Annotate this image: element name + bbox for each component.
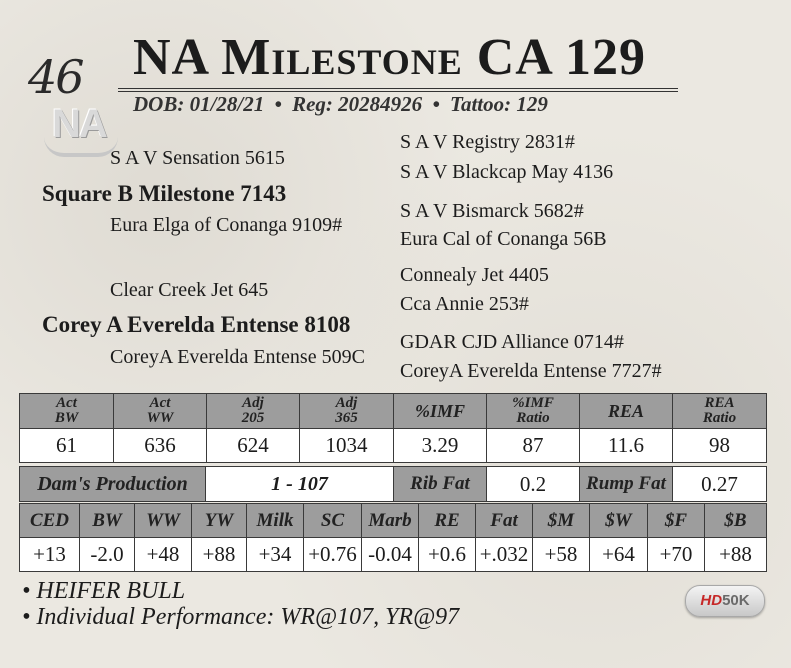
title-rule-top bbox=[118, 88, 678, 89]
epd-value-milk: +34 bbox=[247, 538, 304, 572]
epd-value-f: +70 bbox=[648, 538, 705, 572]
sire-dam: Eura Elga of Conanga 9109# bbox=[110, 214, 343, 236]
registration-details bbox=[133, 92, 548, 117]
tattoo: Tattoo: 129 bbox=[450, 92, 548, 116]
performance-table bbox=[19, 393, 767, 463]
registration-number: Reg: 20284926 bbox=[292, 92, 423, 116]
dam-dam-dam: CoreyA Everelda Entense 7727# bbox=[400, 360, 662, 382]
value-adj-365: 1034 bbox=[300, 429, 394, 463]
separator: • bbox=[432, 92, 440, 116]
header-rea: REA bbox=[580, 394, 673, 429]
note-heifer-bull: • HEIFER BULL bbox=[22, 578, 186, 604]
epd-value-ww: +48 bbox=[135, 538, 192, 572]
rump-fat-label: Rump Fat bbox=[580, 467, 673, 502]
epd-header-bw: BW bbox=[80, 504, 135, 538]
epd-value-b: +88 bbox=[705, 538, 767, 572]
na-logo: NA bbox=[52, 102, 106, 146]
header-imf-ratio: %IMF Ratio bbox=[487, 394, 580, 429]
value-act-ww: 636 bbox=[114, 429, 207, 463]
epd-value-re: +0.6 bbox=[419, 538, 476, 572]
epd-table bbox=[19, 503, 767, 572]
epd-value-m: +58 bbox=[533, 538, 590, 572]
header-imf: %IMF bbox=[394, 394, 487, 429]
epd-value-row bbox=[20, 538, 767, 572]
production-table bbox=[19, 466, 767, 502]
dam-sire-sire: Connealy Jet 4405 bbox=[400, 264, 549, 286]
epd-value-yw: +88 bbox=[192, 538, 247, 572]
epd-header-f: $F bbox=[648, 504, 705, 538]
dam-sire-dam: Cca Annie 253# bbox=[400, 293, 529, 315]
value-rea: 11.6 bbox=[580, 429, 673, 463]
performance-value-row bbox=[20, 429, 767, 463]
header-act-bw: Act BW bbox=[20, 394, 114, 429]
epd-header-sc: SC bbox=[304, 504, 362, 538]
epd-header-b: $B bbox=[705, 504, 767, 538]
rib-fat-label: Rib Fat bbox=[394, 467, 487, 502]
na-logo-swoosh bbox=[44, 137, 118, 157]
epd-header-row bbox=[20, 504, 767, 538]
production-row bbox=[20, 467, 767, 502]
epd-header-marb: Marb bbox=[362, 504, 419, 538]
epd-header-fat: Fat bbox=[476, 504, 533, 538]
header-rea-ratio: REA Ratio bbox=[673, 394, 767, 429]
separator: • bbox=[274, 92, 282, 116]
rib-fat-value: 0.2 bbox=[487, 467, 580, 502]
sire-sire: S A V Sensation 5615 bbox=[110, 147, 285, 169]
epd-header-milk: Milk bbox=[247, 504, 304, 538]
animal-name-title: NA Milestone CA 129 bbox=[133, 29, 646, 86]
dams-production-value: 1 - 107 bbox=[206, 467, 394, 502]
epd-header-m: $M bbox=[533, 504, 590, 538]
dam: Corey A Everelda Entense 8108 bbox=[42, 312, 351, 337]
sire-sire-dam: S A V Blackcap May 4136 bbox=[400, 161, 614, 183]
dam-sire: Clear Creek Jet 645 bbox=[110, 279, 269, 301]
hd50k-badge: HD50K bbox=[685, 585, 765, 617]
note-individual-performance: • Individual Performance: WR@107, YR@97 bbox=[22, 604, 460, 630]
dams-production-label: Dam's Production bbox=[20, 467, 206, 502]
sire-dam-dam: Eura Cal of Conanga 56B bbox=[400, 228, 607, 250]
dam-dam-sire: GDAR CJD Alliance 0714# bbox=[400, 331, 624, 353]
sire-dam-sire: S A V Bismarck 5682# bbox=[400, 200, 584, 222]
epd-value-sc: +0.76 bbox=[304, 538, 362, 572]
value-adj-205: 624 bbox=[207, 429, 300, 463]
lot-number: 46 bbox=[28, 50, 83, 104]
value-imf-ratio: 87 bbox=[487, 429, 580, 463]
dob: DOB: 01/28/21 bbox=[133, 92, 265, 116]
sire: Square B Milestone 7143 bbox=[42, 181, 287, 206]
epd-value-w: +64 bbox=[590, 538, 648, 572]
epd-header-re: RE bbox=[419, 504, 476, 538]
value-act-bw: 61 bbox=[20, 429, 114, 463]
epd-value-marb: -0.04 bbox=[362, 538, 419, 572]
epd-header-yw: YW bbox=[192, 504, 247, 538]
epd-header-ced: CED bbox=[20, 504, 80, 538]
epd-value-fat: +.032 bbox=[476, 538, 533, 572]
sire-sire-sire: S A V Registry 2831# bbox=[400, 131, 575, 153]
header-adj-205: Adj 205 bbox=[207, 394, 300, 429]
performance-header-row bbox=[20, 394, 767, 429]
rump-fat-value: 0.27 bbox=[673, 467, 767, 502]
epd-value-bw: -2.0 bbox=[80, 538, 135, 572]
value-rea-ratio: 98 bbox=[673, 429, 767, 463]
epd-value-ced: +13 bbox=[20, 538, 80, 572]
epd-header-w: $W bbox=[590, 504, 648, 538]
value-imf: 3.29 bbox=[394, 429, 487, 463]
dam-dam: CoreyA Everelda Entense 509C bbox=[110, 346, 365, 368]
header-act-ww: Act WW bbox=[114, 394, 207, 429]
header-adj-365: Adj 365 bbox=[300, 394, 394, 429]
epd-header-ww: WW bbox=[135, 504, 192, 538]
